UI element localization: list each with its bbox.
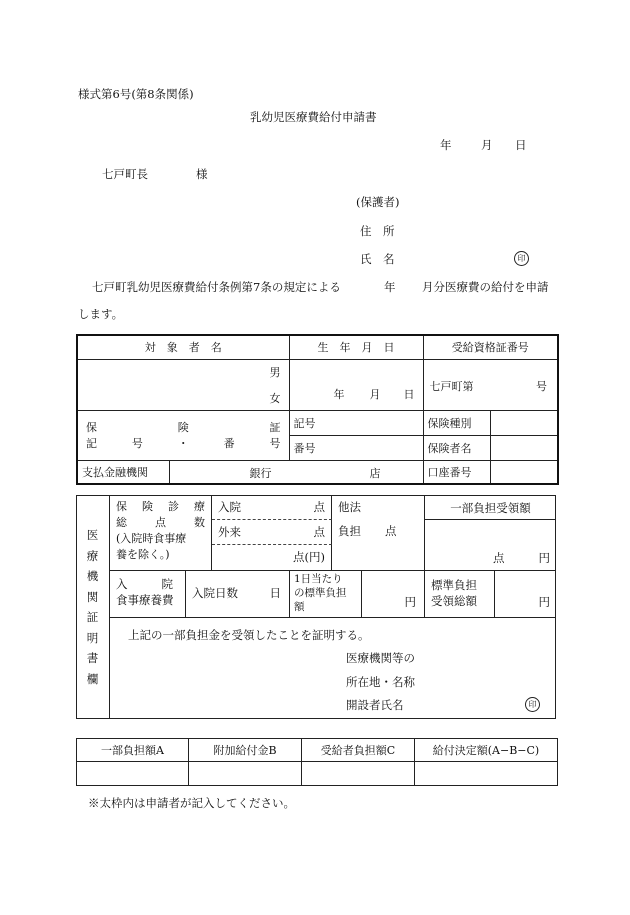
insurance-card-label-2: 記 号 ・ 番 号 [86, 437, 281, 450]
benefit-decision-label: 給付決定額(A−B−C) [415, 739, 558, 762]
birth-day-label: 日 [403, 387, 415, 401]
insurance-symbol-field[interactable]: 記号 [289, 410, 423, 435]
standard-burden-total-field[interactable]: 円 [538, 595, 550, 609]
insurer-name-field[interactable] [490, 435, 558, 460]
gender-female[interactable]: 女 [269, 391, 281, 405]
form-number: 様式第6号(第8条関係) [78, 87, 194, 101]
insurance-type-label: 保険種別 [423, 410, 490, 435]
cert-prefix: 七戸町第 [429, 379, 474, 393]
birth-date-field[interactable] [289, 359, 423, 410]
branch-suffix: 店 [369, 466, 381, 480]
header-certificate-number: 受給資格証番号 [423, 335, 558, 359]
date-day-label: 日 [515, 138, 527, 152]
additional-benefit-b-label: 附加給付金B [189, 739, 302, 762]
additional-benefit-b-field[interactable] [189, 762, 302, 786]
recipient-burden-c-field[interactable] [302, 762, 415, 786]
meal-cost-label: 入 院 食事療養費 [110, 570, 186, 617]
honorific: 様 [196, 167, 208, 181]
bank-suffix: 銀行 [249, 466, 272, 480]
subject-name-field[interactable] [77, 359, 289, 410]
statement-text-1: 七戸町乳幼児医療費給付条例第7条の規定による [92, 280, 341, 294]
statement-text-3: します。 [78, 307, 124, 321]
institution-label-2: 所在地・名称 [346, 675, 415, 689]
daily-standard-burden-field[interactable]: 円 [362, 570, 425, 617]
gender-male[interactable]: 男 [269, 365, 281, 379]
inpatient-points-field[interactable]: 入院 点 [212, 495, 332, 520]
institution-label-1: 医療機関等の [346, 651, 415, 665]
partial-burden-a-label: 一部負担額A [77, 739, 189, 762]
total-points-yen-field[interactable]: 点(円) [212, 545, 332, 570]
bank-field[interactable] [169, 460, 423, 484]
statement-year: 年 [384, 280, 396, 294]
insurance-card-label-1: 保 険 証 [86, 421, 281, 434]
birth-year-label: 年 [333, 387, 345, 401]
account-number-field[interactable] [490, 460, 558, 484]
birth-month-label: 月 [369, 387, 381, 401]
bank-label: 支払金融機関 [77, 460, 169, 484]
guardian-label: (保護者) [356, 195, 400, 209]
daily-standard-burden-label: 1日当たり の標準負担 額 [290, 570, 362, 617]
recipient-burden-c-label: 受給者負担額C [302, 739, 415, 762]
header-birth-date: 生 年 月 日 [289, 335, 423, 359]
cert-suffix: 号 [536, 379, 547, 393]
partial-burden-received-field[interactable]: 点 円 [493, 551, 550, 565]
applicant-table [76, 334, 559, 485]
certificate-number-field[interactable] [423, 359, 558, 410]
document-title: 乳幼児医療費給付申請書 [250, 110, 377, 124]
addressee: 七戸町長 [102, 167, 148, 181]
benefit-decision-field[interactable] [415, 762, 558, 786]
partial-burden-received-label: 一部負担受領額 [425, 495, 556, 520]
partial-burden-a-field[interactable] [77, 762, 189, 786]
seal-icon: 印 [525, 697, 540, 712]
header-subject-name: 対 象 者 名 [77, 335, 289, 359]
founder-name-label: 開設者氏名 [346, 698, 404, 712]
name-label: 氏 名 [360, 252, 395, 266]
certification-text: 上記の一部負担金を受領したことを証明する。 [128, 628, 370, 642]
outpatient-points-field[interactable]: 外来 点 [212, 520, 332, 545]
insurance-type-field[interactable] [490, 410, 558, 435]
insurance-points-label: 保 険 診 療 総 点 数 (入院時食事療 養を除く。) [110, 495, 212, 570]
payment-summary-table [76, 738, 558, 786]
inpatient-days-field[interactable]: 入院日数 日 [186, 570, 290, 617]
divider [110, 617, 556, 618]
statement-text-2: 月分医療費の給付を申請 [422, 280, 549, 294]
address-label: 住 所 [360, 224, 395, 238]
medical-section-side-label: 医 療 機 関 証 明 書 欄 [76, 495, 110, 719]
insurer-name-label: 保険者名 [423, 435, 490, 460]
account-number-label: 口座番号 [423, 460, 490, 484]
insurance-card-label [77, 410, 289, 460]
insurance-number-field[interactable]: 番号 [289, 435, 423, 460]
footer-note: ※太枠内は申請者が記入してください。 [88, 796, 295, 810]
date-month-label: 月 [481, 138, 493, 152]
seal-icon: 印 [514, 251, 529, 266]
date-year-label: 年 [440, 138, 452, 152]
standard-burden-total-label: 標準負担 受領総額 [425, 570, 495, 617]
other-law-burden-field[interactable]: 他法 負担 点 [332, 495, 425, 570]
